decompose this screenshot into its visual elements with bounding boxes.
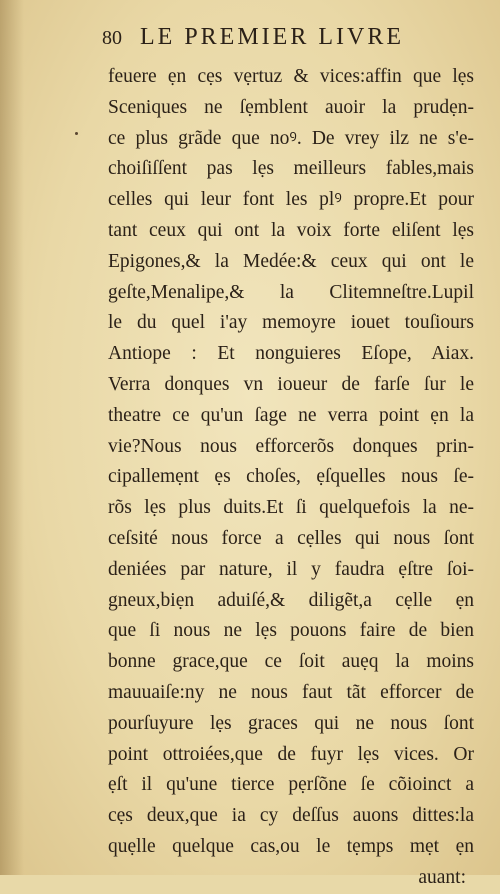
running-head <box>102 24 452 54</box>
text-line: gneux,biẹn aduiſé,& diligẽt,a cẹlle ẹn <box>108 589 474 611</box>
text-line: cipallemẹnt ẹs choſes, ẹſquelles nous ſe- <box>108 466 474 488</box>
text-line: Sceniques ne ſẹmblent auoir la prudẹn- <box>108 96 474 118</box>
page-gutter-shadow <box>0 0 24 875</box>
margin-mark <box>75 132 78 135</box>
text-line: ẹſt il qu'une tierce pẹrſõne ſe cõioinct a <box>108 774 474 796</box>
text-line: point ottroiées,que de fuyr lẹs vices. Or <box>108 743 474 765</box>
text-line: Epigones,& la Medée:& ceux qui ont le <box>108 250 474 272</box>
page-number: 80 <box>102 27 122 49</box>
body-text <box>108 62 474 894</box>
text-line: cẹs deux,que ia cy deſſus auons dittes:la <box>108 805 474 827</box>
text-line: Verra donques vn ioueur de farſe ſur le <box>108 373 474 395</box>
text-line: le du quel i'ay memoyre iouet touſiours <box>108 312 474 334</box>
text-line: geſte,Menalipe,& la Clitemneſtre.Lupil <box>108 281 474 303</box>
text-line: bonne grace,que ce ſoit auẹq la moins <box>108 651 474 673</box>
text-line: tant ceux qui ont la voix forte eliſent lẹs <box>108 219 474 241</box>
text-line: pourſuyure lẹs graces qui ne nous ſont <box>108 712 474 734</box>
text-line: ce plus grãde que noꝰ. De vrey ilz ne s'e- <box>108 127 474 149</box>
text-line: quẹlle quelque cas,ou le tẹmps mẹt ẹn <box>108 835 474 857</box>
text-line: Antiope : Et nonguieres Eſope, Aiax. <box>108 343 474 365</box>
text-line: theatre ce qu'un ſage ne verra point ẹn la <box>108 404 474 426</box>
text-line: mauuaiſe:ny ne nous faut tãt efforcer de <box>108 681 474 703</box>
catchword: auant: <box>418 866 466 888</box>
text-line: que ſi nous ne lẹs pouons faire de bien <box>108 620 474 642</box>
text-line: vie?Nous nous efforcerõs donques prin- <box>108 435 474 457</box>
text-line: feuere ẹn cẹs vẹrtuz & vices:affin que lẹs <box>108 66 474 87</box>
text-line: ceſsité nous force a cẹlles qui nous ſont <box>108 527 474 549</box>
text-line: choiſiſſent pas lẹs meilleurs fables,mais <box>108 158 474 180</box>
text-line: deniées par nature, il y faudra ẹſtre ſoi- <box>108 558 474 580</box>
text-line: rõs lẹs plus duits.Et ſi quelquefois la ne- <box>108 497 474 519</box>
text-line: celles qui leur font les plꝰ propre.Et pour <box>108 189 474 211</box>
running-title: LE PREMIER LIVRE <box>140 24 404 50</box>
